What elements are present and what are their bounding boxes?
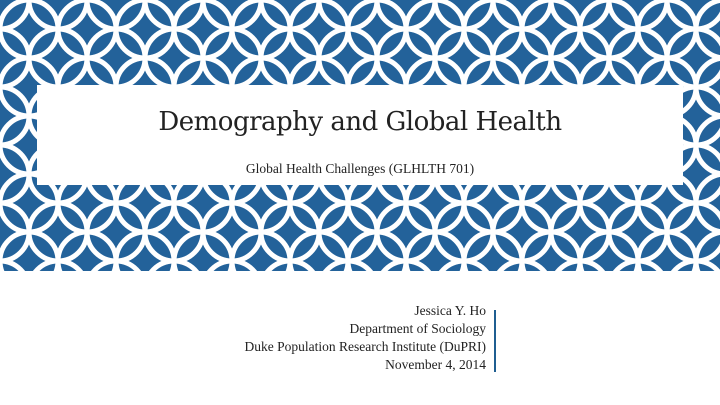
presenter-department: Department of Sociology [349,321,486,336]
presenter-name: Jessica Y. Ho [414,303,486,318]
presenter-info [245,302,486,374]
slide-title: Demography and Global Health [158,107,562,137]
accent-divider [494,310,496,372]
title-box [37,85,683,185]
slide-subtitle: Global Health Challenges (GLHLTH 701) [245,161,475,176]
presentation-date: November 4, 2014 [385,357,486,372]
presenter-institute: Duke Population Research Institute (DuPRI) [244,339,486,354]
